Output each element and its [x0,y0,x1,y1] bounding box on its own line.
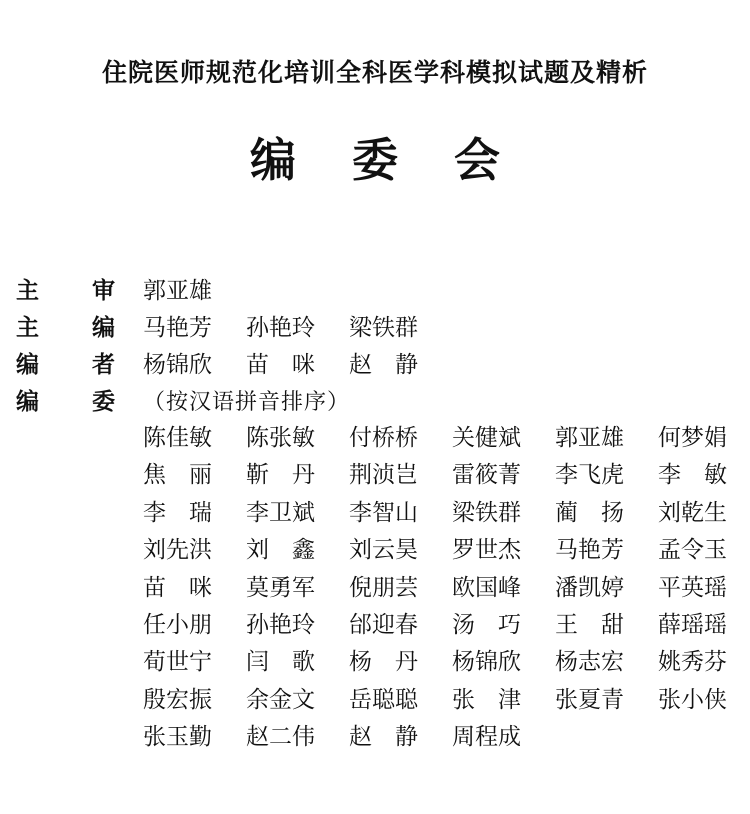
committee-member-name: 杨锦欣 [452,649,521,676]
role-char: 者 [92,352,115,378]
committee-member-name: 张 津 [452,686,521,713]
committee-member-name: 汤 巧 [452,612,521,638]
committee-member-name: 薛瑶瑶 [658,612,727,638]
committee-member-name: 刘 鑫 [246,537,315,564]
role-char: 委 [92,389,115,415]
committee-member-name: 罗世杰 [452,537,521,564]
committee-member-name: 李 瑞 [143,499,212,526]
role-char: 编 [16,352,39,378]
committee-member-name: 李飞虎 [555,462,624,489]
person-name: 赵 静 [349,352,418,378]
committee-member-name: 殷宏振 [143,686,212,713]
committee-member-name: 任小朋 [143,612,212,638]
person-name: 梁铁群 [349,315,418,341]
committee-member-name: 何梦娟 [658,425,727,451]
committee-member-name: 关健斌 [452,425,521,451]
committee-member-name: 莫勇军 [246,574,315,601]
committee-member-name: 杨 丹 [349,649,418,676]
committee-member-name: 王 甜 [555,612,624,638]
committee-member-name: 刘云昊 [349,537,418,564]
role-char: 主 [16,278,39,304]
committee-member-name: 邰迎春 [349,612,418,638]
heading-char: 委 [352,133,398,187]
committee-member-name: 张玉勤 [143,724,212,751]
person-name: 马艳芳 [143,315,212,341]
heading-char: 会 [454,133,500,187]
committee-member-name: 付桥桥 [349,425,418,451]
committee-member-name: 蔺 扬 [555,499,624,526]
committee-member-name: 杨志宏 [555,649,624,676]
committee-member-name: 欧国峰 [452,574,521,601]
committee-member-name: 孟令玉 [658,537,727,564]
committee-member-name: 郭亚雄 [555,425,624,451]
person-name: 孙艳玲 [246,315,315,341]
role-char: 编 [16,389,39,415]
committee-member-name: 马艳芳 [555,537,624,564]
committee-member-name: 张夏青 [555,686,624,713]
committee-member-name: 周程成 [452,724,521,751]
role-char: 编 [92,315,115,341]
committee-member-name: 刘乾生 [658,499,727,526]
role-label [16,347,126,384]
role-char: 审 [92,278,115,304]
role-label [16,273,126,310]
committee-member-name: 岳聪聪 [349,686,418,713]
committee-member-name: 陈佳敏 [143,425,212,451]
committee-heading [0,130,750,190]
committee-member-name: 赵二伟 [246,724,315,751]
committee-member-name: 赵 静 [349,724,418,751]
committee-member-name: 孙艳玲 [246,612,315,638]
committee-member-name: 李智山 [349,499,418,526]
committee-member-name: 李 敏 [658,462,727,489]
committee-member-name: 雷筱菁 [452,462,521,489]
person-name: 苗 咪 [246,352,315,378]
role-char: 主 [16,315,39,341]
committee-member-name: 苗 咪 [143,574,212,601]
committee-member-name: 焦 丽 [143,462,212,489]
committee-member-name: 靳 丹 [246,462,315,489]
committee-member-name: 平英瑶 [658,574,727,601]
role-label [16,310,126,347]
committee-member-name: 梁铁群 [452,499,521,526]
committee-member-name: 刘先洪 [143,537,212,564]
committee-member-name: 潘凯婷 [555,574,624,601]
heading-char: 编 [250,133,296,187]
person-name: 郭亚雄 [143,278,212,304]
committee-member-name: 闫 歌 [246,649,315,676]
role-label [16,384,126,421]
committee-member-name: 姚秀芬 [658,649,727,676]
sort-note: （按汉语拼音排序） [143,390,351,415]
person-name: 杨锦欣 [143,352,212,378]
committee-member-name: 荀世宁 [143,649,212,676]
committee-member-name: 陈张敏 [246,425,315,451]
book-title: 住院医师规范化培训全科医学科模拟试题及精析 [101,58,648,87]
committee-member-name: 张小侠 [658,686,727,713]
committee-member-name: 倪朋芸 [349,574,418,601]
committee-member-name: 李卫斌 [246,499,315,526]
committee-member-name: 荆浈岂 [349,462,418,489]
committee-member-name: 余金文 [246,686,315,713]
